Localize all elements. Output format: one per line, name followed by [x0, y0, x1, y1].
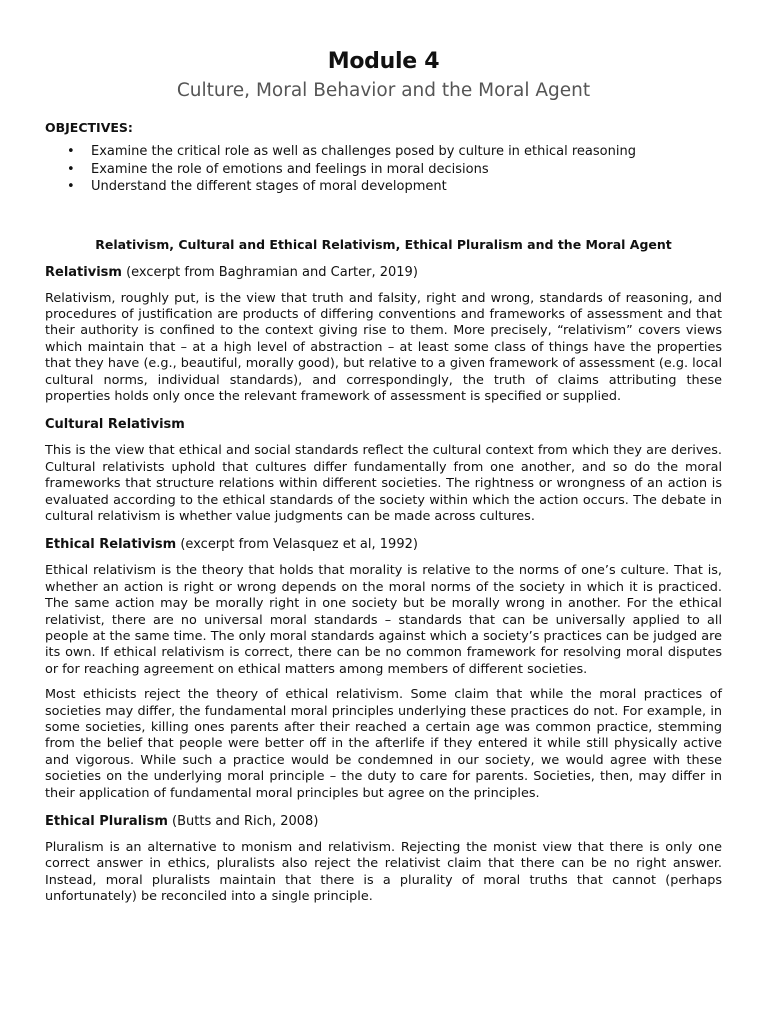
bullet-icon: • [67, 144, 75, 159]
ethical-pluralism-paragraph: Pluralism is an alternative to monism and relativism. Rejecting the monist view that there is only one correct answer in ethics, pluralists also reject the relativist claim that there can be no right answer. Instead, moral pluralists maintain that there is a plurality of moral truths that cannot (perhaps unfortunately) be reconciled into a single principle. [45, 840, 722, 905]
bullet-icon: • [67, 179, 75, 194]
relativism-paragraph: Relativism, roughly put, is the view that truth and falsity, right and wrong, standards of reasoning, and procedures of justification are products of differing conventions and frameworks of assessment and that their authority is confined to the context giving rise to them. More precisely, “relativism” covers views which maintain that – at a high level of abstraction – at least some class of things have the properties that they have (e.g., beautiful, morally good), but relative to a given framework of assessment (e.g. local cultural norms, individual standards), and correspondingly, the truth of claims attributing these properties holds only once the relevant framework of assessment is specified or supplied. [45, 290, 722, 404]
bullet-icon: • [67, 161, 75, 177]
page-subtitle: Culture, Moral Behavior and the Moral Agent [176, 80, 591, 101]
ethical-pluralism-source: (Butts and Rich, 2008) [172, 814, 319, 830]
ethical-relativism-title: Ethical Relativism [45, 537, 177, 553]
objective-text: Examine the role of emotions and feelings in moral decisions [91, 161, 489, 177]
cultural-relativism-paragraph: This is the view that ethical and social standards reflect the cultural context from which they are derives. Cultural relativists uphold that cultures differ fundamentally from one another, and so do the moral frameworks that structure relations within different societies. The rightness or wrongness of an action is evaluated according to the ethical standards of the society within which the action occurs. The debate in cultural relativism is whether value judgments can be made across cultures. [45, 443, 722, 524]
ethical-relativism-source: (excerpt from Velasquez et al, 1992) [180, 537, 418, 553]
ethical-pluralism-title: Ethical Pluralism [45, 814, 168, 830]
objective-item [67, 178, 722, 196]
objectives-heading: OBJECTIVES: [45, 120, 133, 135]
cultural-relativism-heading [45, 416, 722, 434]
objective-item [67, 161, 722, 179]
ethical-relativism-paragraph-2: Most ethicists reject the theory of ethical relativism. Some claim that while the moral practices of societies may differ, the fundamental moral principles underlying these practices do not. For example, in some societies, killing ones parents after their reached a certain age was common practice, stemming from the belief that people were better off in the afterlife if they entered it while still physically active and vigorous. While such a practice would be condemned in our society, we would agree with these societies on the underlying moral principle – the duty to care for parents. Societies, then, may differ in their application of fundamental moral principles but agree on the principles. [45, 687, 722, 801]
objective-item [67, 143, 722, 161]
ethical-relativism-heading [45, 536, 722, 554]
section-heading: Relativism, Cultural and Ethical Relativism, Ethical Pluralism and the Moral Agent [95, 236, 672, 252]
relativism-heading [45, 264, 722, 282]
relativism-source: (excerpt from Baghramian and Carter, 2019) [126, 264, 418, 280]
objective-text: Examine the critical role as well as challenges posed by culture in ethical reasoning [91, 144, 636, 159]
objective-text: Understand the different stages of moral development [91, 179, 447, 194]
ethical-pluralism-heading [45, 813, 722, 831]
relativism-title: Relativism [45, 264, 122, 280]
objectives-list [45, 143, 722, 196]
page-title: Module 4 [327, 49, 440, 74]
ethical-relativism-paragraph-1: Ethical relativism is the theory that holds that morality is relative to the norms of one’s culture. That is, whether an action is right or wrong depends on the moral norms of the society in which it is practiced. The same action may be morally right in one society but be morally wrong in another. For the ethical relativist, there are no universal moral standards – standards that can be universally applied to all people at the same time. The only moral standards against which a society’s practices can be judged are its own. If ethical relativism is correct, there can be no common framework for resolving moral disputes or for reaching agreement on ethical matters among members of different societies. [45, 563, 722, 677]
cultural-relativism-title: Cultural Relativism [45, 417, 185, 433]
